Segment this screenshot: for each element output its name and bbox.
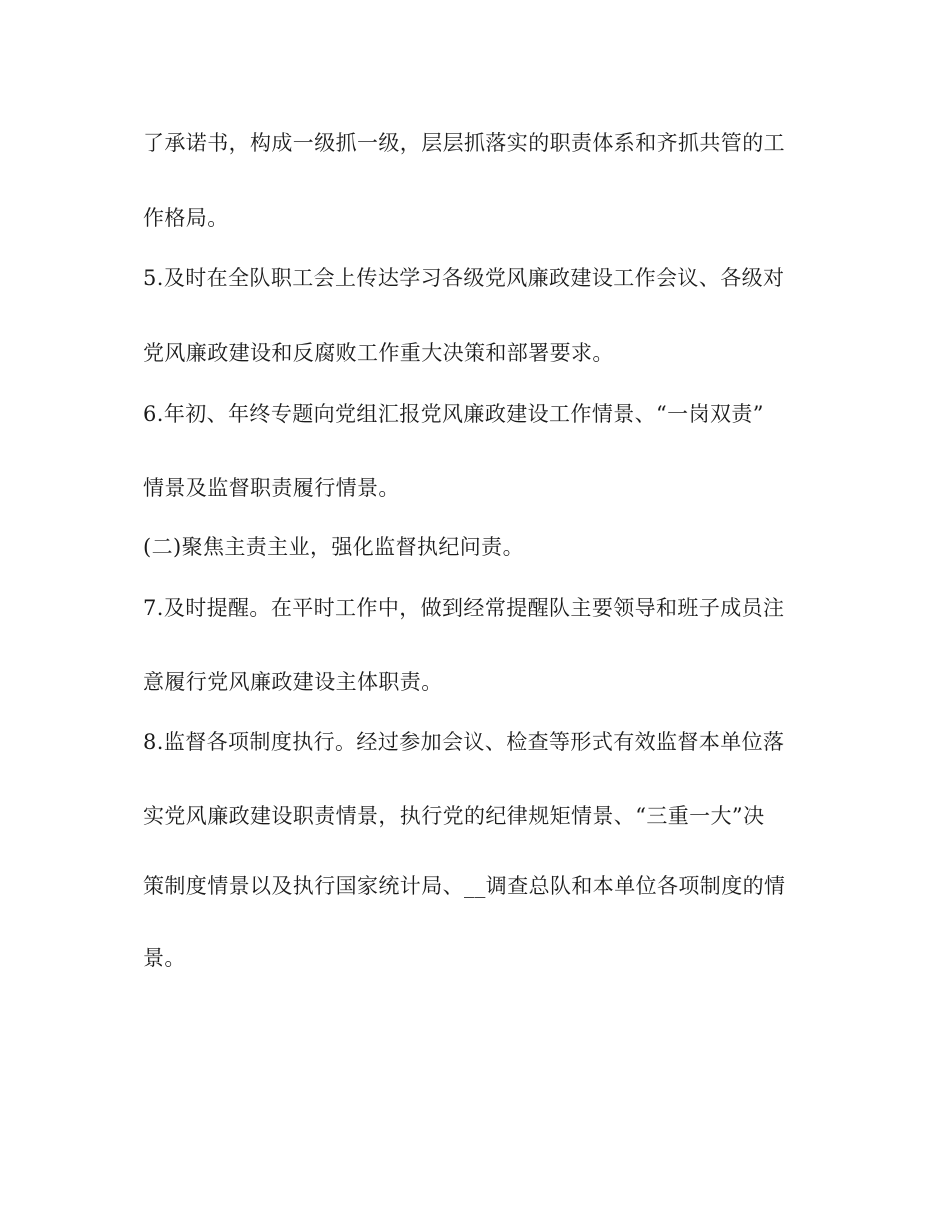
section-heading: (二)聚焦主责主业，强化监督执纪问责。 [143, 535, 524, 559]
text-line: 6.年初、年终专题向党组汇报党风廉政建设工作情景、“一岗双责” [143, 402, 764, 426]
text-line: 情景及监督职责履行情景。 [143, 476, 400, 500]
text-line: 党风廉政建设和反腐败工作重大决策和部署要求。 [143, 341, 614, 365]
text-line: 了承诺书，构成一级抓一级，层层抓落实的职责体系和齐抓共管的工 [143, 131, 785, 155]
text-line: 8.监督各项制度执行。经过参加会议、检查等形式有效监督本单位落 [143, 730, 785, 754]
text-line: 作格局。 [143, 206, 229, 230]
text-line: 景。 [143, 946, 186, 970]
text-line: 7.及时提醒。在平时工作中，做到经常提醒队主要领导和班子成员注 [143, 596, 785, 620]
text-line: 5.及时在全队职工会上传达学习各级党风廉政建设工作会议、各级对 [143, 266, 785, 290]
text-line: 策制度情景以及执行国家统计局、__调查总队和本单位各项制度的情 [143, 874, 786, 898]
text-line: 意履行党风廉政建设主体职责。 [143, 670, 443, 694]
text-line: 实党风廉政建设职责情景，执行党的纪律规矩情景、“三重一大”决 [143, 804, 765, 828]
